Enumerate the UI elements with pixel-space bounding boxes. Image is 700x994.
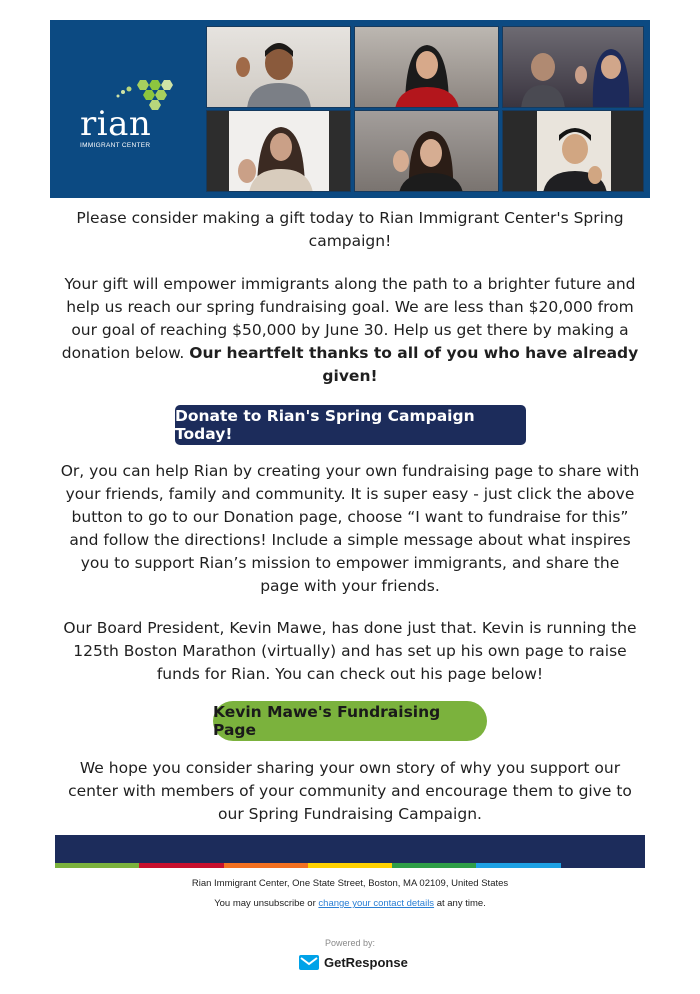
donate-button[interactable]: Donate to Rian's Spring Campaign Today! [175, 405, 526, 445]
rian-logo [72, 76, 212, 176]
stripe [392, 863, 476, 868]
envelope-icon [299, 955, 319, 970]
participant-icon [207, 27, 351, 108]
share-story-paragraph: We hope you consider sharing your own story of why you support our center with members of your community and encourage them to give to our Spring Fundraising Campaign. [68, 759, 632, 823]
kevin-fundraising-button[interactable]: Kevin Mawe's Fundraising Page [213, 701, 487, 741]
change-contact-details-link[interactable]: change your contact details [318, 898, 435, 909]
video-tile-4 [206, 110, 351, 192]
unsub-suffix: at any time. [436, 898, 486, 909]
getresponse-badge[interactable] [299, 953, 408, 971]
intro-paragraph: Please consider making a gift today to Rian Immigrant Center's Spring campaign! [76, 209, 624, 250]
participant-icon [207, 111, 351, 192]
video-tile-2 [354, 26, 499, 108]
participant-icon [355, 111, 499, 192]
participant-icon [355, 27, 499, 108]
video-tile-6 [502, 110, 644, 192]
stripe [561, 863, 645, 868]
footer-unsubscribe [0, 898, 700, 909]
footer-band [55, 835, 645, 863]
hero-banner [50, 20, 650, 198]
stripe [308, 863, 392, 868]
stripe [139, 863, 223, 868]
color-stripes [55, 863, 645, 868]
goal-text: Your gift will empower immigrants along the path to a brighter future and help us reach our spring fundraising goal. We are less than $20,000 from our goal of reaching $50,000 by June 30. Help us get there by making a donation below. [61, 275, 636, 362]
logo-subtitle: IMMIGRANT CENTER [80, 142, 151, 149]
video-tile-3 [502, 26, 644, 108]
powered-by-label: Powered by: [324, 938, 376, 948]
stripe [224, 863, 308, 868]
footer-address: Rian Immigrant Center, One State Street, Boston, MA 02109, United States [191, 878, 509, 889]
fundraise-paragraph: Or, you can help Rian by creating your own fundraising page to share with your friends, family and community. It is super easy - just click the above button to go to our Donation page, choose “I want to fundraise for this” and follow the directions! Include a simple message about what inspires you to support Rian’s mission to empower immigrants, and share the page with your friends. [60, 462, 640, 595]
video-tile-5 [354, 110, 499, 192]
board-president-paragraph: Our Board President, Kevin Mawe, has done just that. Kevin is running the 125th Boston Marathon (virtually) and has set up his own page to raise funds for Rian. You can check out his page below! [63, 619, 637, 683]
video-tile-1 [206, 26, 351, 108]
stripe [476, 863, 560, 868]
participant-icon [503, 111, 644, 192]
unsub-prefix: You may unsubscribe or [214, 898, 316, 909]
stripe [55, 863, 139, 868]
participant-icon [503, 27, 644, 108]
logo-wordmark: rian [80, 104, 152, 144]
getresponse-name: GetResponse [324, 954, 408, 970]
thanks-text: Our heartfelt thanks to all of you who have already given! [189, 344, 639, 385]
goal-paragraph [60, 273, 640, 388]
